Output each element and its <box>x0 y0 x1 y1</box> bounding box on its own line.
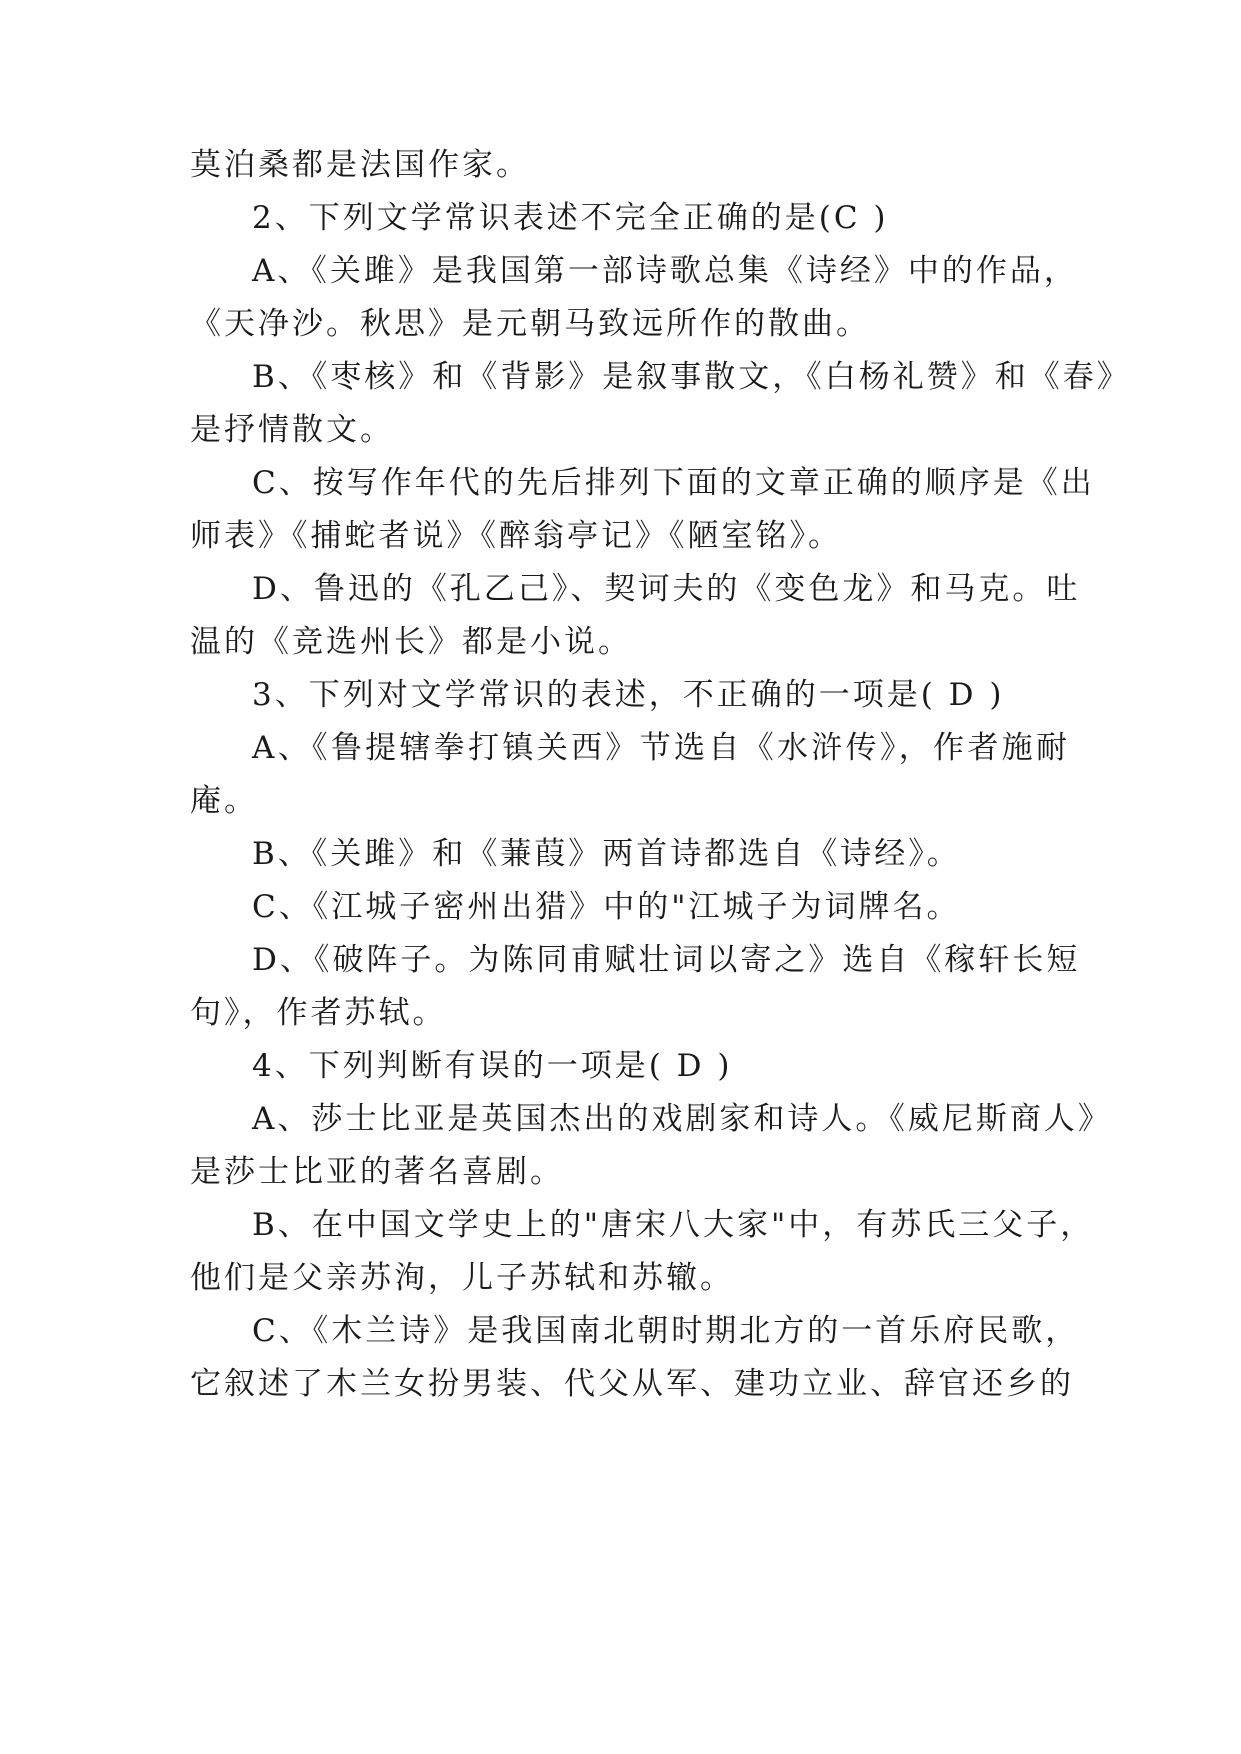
question-3-option-d: D、《破阵子。为陈同甫赋壮词以寄之》选自《稼轩长短 <box>252 942 1081 978</box>
question-4-option-a: A、莎士比亚是英国杰出的戏剧家和诗人。《威尼斯商人》 <box>252 1101 1112 1137</box>
question-3-option-a: A、《鲁提辖拳打镇关西》节选自《水浒传》，作者施耐 <box>252 730 1070 766</box>
question-3-option-c: C、《江城子密州出猎》中的"江城子为词牌名。 <box>252 889 961 925</box>
question-4-option-c-cont: 它叙述了木兰女扮男装、代父从军、建功立业、辞官还乡的 <box>190 1366 1074 1402</box>
question-4-stem: 4、下列判断有误的一项是( D ) <box>252 1048 733 1084</box>
question-2-option-c-cont: 师表》《捕蛇者说》《醉翁亭记》《陋室铭》。 <box>190 518 842 554</box>
question-2-option-d: D、鲁迅的《孔乙己》、契诃夫的《变色龙》和马克。吐 <box>252 571 1081 607</box>
question-2-option-d-cont: 温的《竞选州长》都是小说。 <box>190 624 632 660</box>
text-line-1: 莫泊桑都是法国作家。 <box>190 147 530 183</box>
question-4-option-c: C、《木兰诗》是我国南北朝时期北方的一首乐府民歌， <box>252 1313 1080 1349</box>
question-4-option-b-cont: 他们是父亲苏洵，儿子苏轼和苏辙。 <box>190 1260 734 1296</box>
question-2-option-a: A、《关雎》是我国第一部诗歌总集《诗经》中的作品， <box>252 253 1078 289</box>
question-2-option-a-cont: 《天净沙。秋思》是元朝马致远所作的散曲。 <box>190 306 870 342</box>
question-3-option-d-cont: 句》，作者苏轼。 <box>190 995 447 1031</box>
question-2-option-b-cont: 是抒情散文。 <box>190 412 394 448</box>
question-2-stem: 2、下列文学常识表述不完全正确的是(C ) <box>252 200 889 236</box>
question-2-option-c: C、按写作年代的先后排列下面的文章正确的顺序是《出 <box>252 465 1095 501</box>
question-3-stem: 3、下列对文学常识的表述，不正确的一项是( D ) <box>252 677 1005 713</box>
question-2-option-b: B、《枣核》和《背影》是叙事散文，《白杨礼赞》和《春》 <box>252 359 1131 395</box>
question-4-option-a-cont: 是莎士比亚的著名喜剧。 <box>190 1154 564 1190</box>
question-3-option-b: B、《关雎》和《蒹葭》两首诗都选自《诗经》。 <box>252 836 961 872</box>
question-3-option-a-cont: 庵。 <box>190 783 258 819</box>
question-4-option-b: B、在中国文学史上的"唐宋八大家"中，有苏氏三父子， <box>252 1207 1095 1243</box>
